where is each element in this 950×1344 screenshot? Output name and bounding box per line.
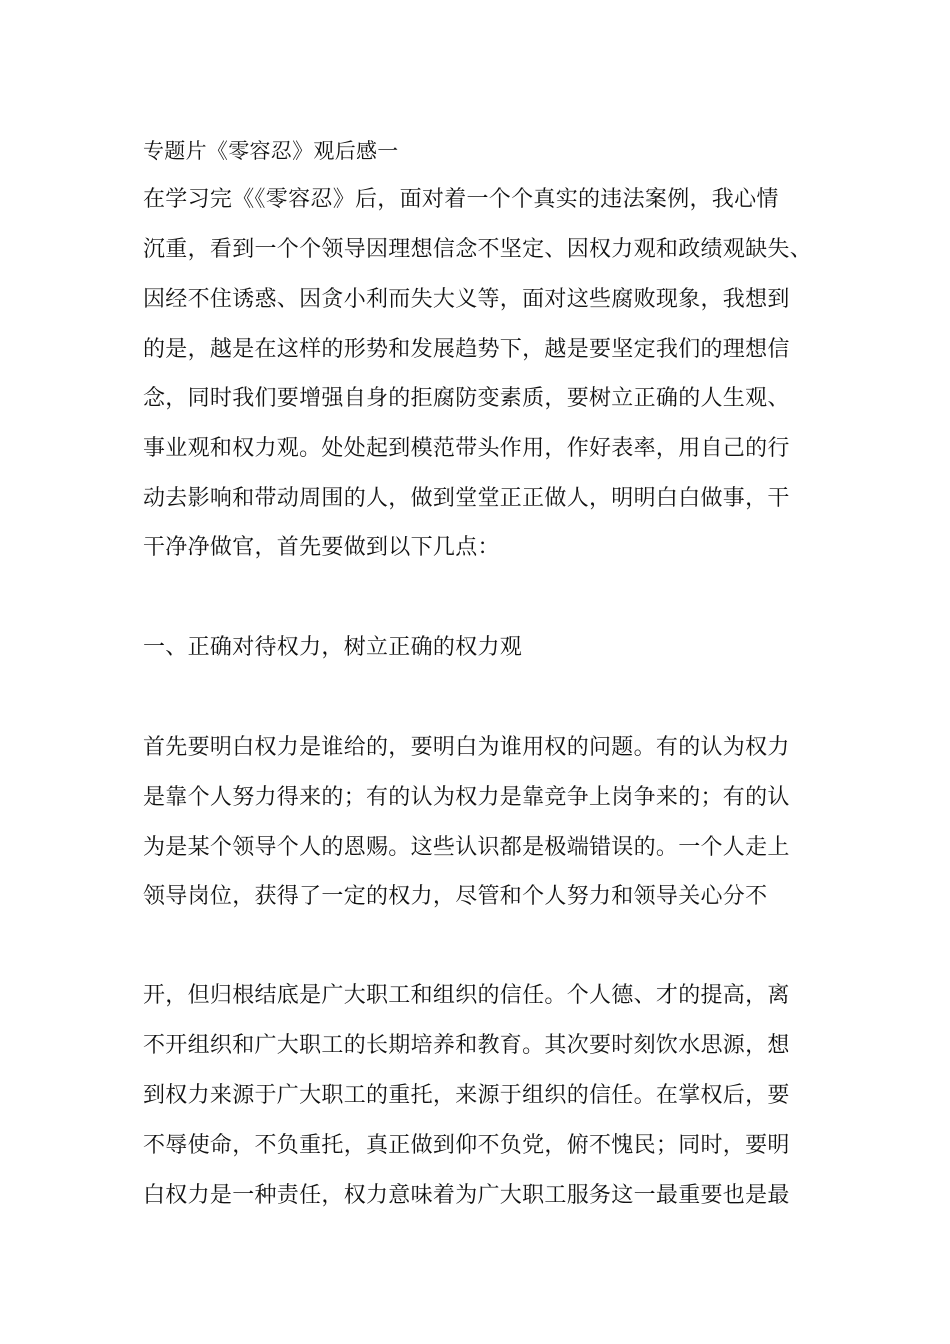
paragraph-line: 沉重，看到一个个领导因理想信念不坚定、因权力观和政绩观缺失、 [143, 237, 813, 262]
paragraph-line: 在学习完《《零容忍》后，面对着一个个真实的违法案例，我心情 [143, 187, 779, 212]
document-title: 专题片《零容忍》观后感一 [143, 139, 399, 163]
paragraph-line: 不辱使命，不负重托，真正做到仰不负党，俯不愧民；同时，要明 [143, 1133, 790, 1158]
paragraph-line: 首先要明白权力是谁给的，要明白为谁用权的问题。有的认为权力 [143, 735, 790, 760]
paragraph-line: 领导岗位，获得了一定的权力，尽管和个人努力和领导关心分不 [143, 884, 768, 909]
paragraph-line: 动去影响和带动周围的人，做到堂堂正正做人，明明白白做事，干 [143, 486, 790, 511]
paragraph-line: 不开组织和广大职工的长期培养和教育。其次要时刻饮水思源，想 [143, 1033, 790, 1058]
paragraph-line: 开，但归根结底是广大职工和组织的信任。个人德、才的提高，离 [143, 983, 790, 1008]
paragraph-line: 的是，越是在这样的形势和发展趋势下，越是要坚定我们的理想信 [143, 337, 790, 362]
paragraph-line: 事业观和权力观。处处起到模范带头作用，作好表率，用自己的行 [143, 436, 790, 461]
paragraph-line: 是靠个人努力得来的；有的认为权力是靠竞争上岗争来的；有的认 [143, 785, 790, 810]
paragraph-line: 到权力来源于广大职工的重托，来源于组织的信任。在掌权后，要 [143, 1083, 790, 1108]
paragraph-line: 为是某个领导个人的恩赐。这些认识都是极端错误的。一个人走上 [143, 835, 790, 860]
paragraph-line: 干净净做官，首先要做到以下几点： [143, 535, 500, 560]
paragraph-line: 因经不住诱惑、因贪小利而失大义等，面对这些腐败现象，我想到 [143, 287, 790, 312]
section-heading: 一、正确对待权力，树立正确的权力观 [143, 635, 523, 660]
paragraph-line: 念，同时我们要增强自身的拒腐防变素质，要树立正确的人生观、 [143, 386, 790, 411]
paragraph-line: 白权力是一种责任，权力意味着为广大职工服务这一最重要也是最 [143, 1183, 790, 1208]
